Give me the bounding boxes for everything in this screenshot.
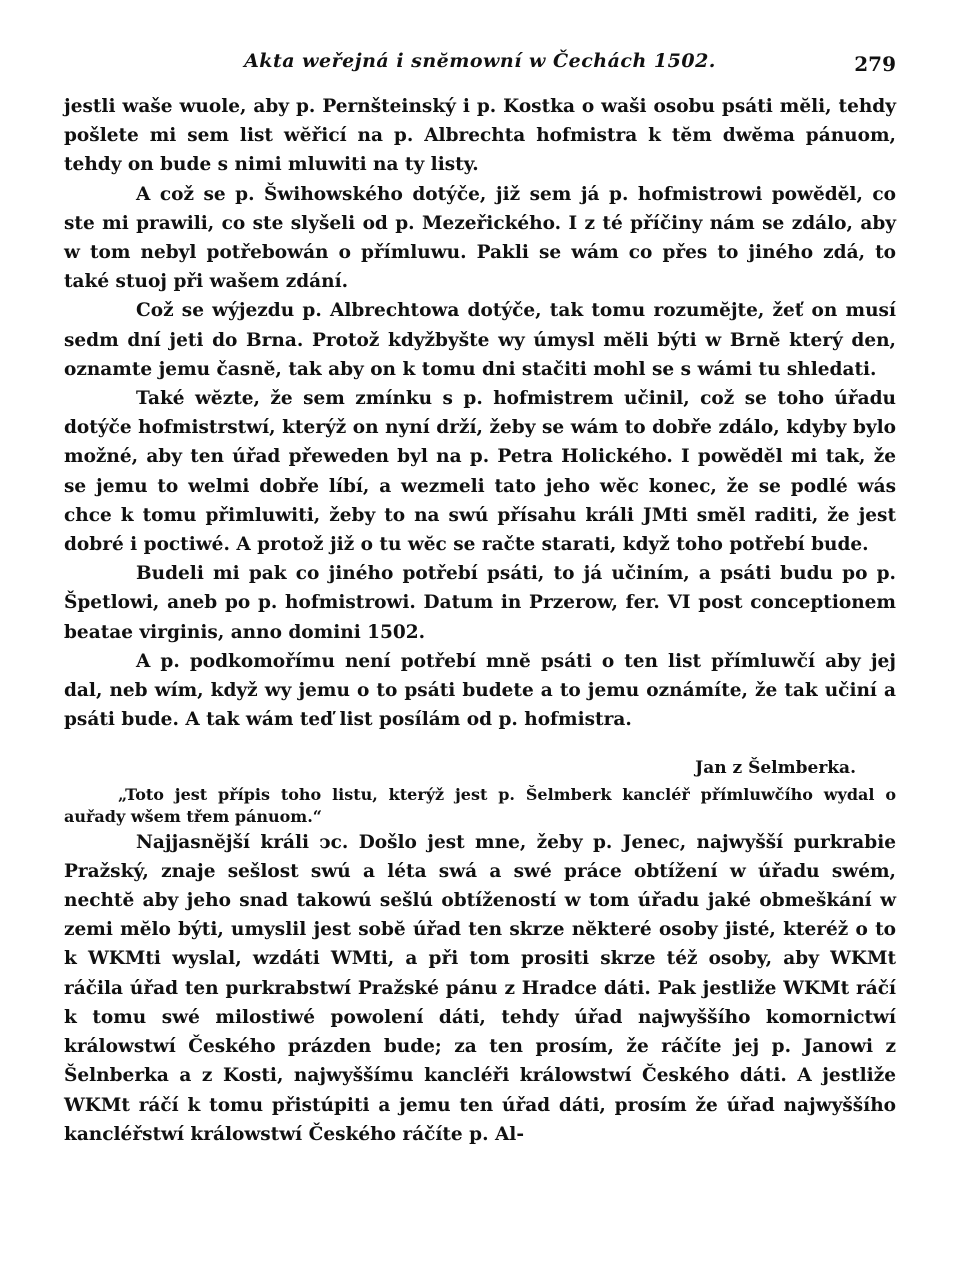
paragraph: A což se p. Šwihowského dotýče, již sem já p. hofmistrowi powĕdĕl, co ste mi prawili, co ste slyšeli od p. Mezeřického. I z té příčiny nám se zdálo, aby w tom nebyl potřebowán o přímluwu. Pakli se wám co přes to jiného zdá, to také stuoj při wašem zdání. — [64, 183, 896, 293]
editorial-note: „Toto jest přípis toho listu, kterýž jest p. Šelmberk kancléř přímluwčího wydal o auřady wšem třem pánuom.“ — [64, 784, 896, 826]
body-text — [64, 92, 896, 1149]
letter-paragraph: Najjasnĕjší králi ͻc. Došlo jest mne, žeby p. Jenec, najwyšší purkrabie Pražský, znaje sešlost swú a léta swá a swé práce obtížení w úřadu swém, nechtĕ aby jeho snad takowú sešlú obtížeností w tom úřadu jaké obmeškání w zemi mĕlo býti, umyslil jest sobĕ úřad ten skrze nĕkteré osoby jisté, kteréž o to k WKMti wyslal, wzdáti WMti, a při tom prositi skrze též osoby, aby WKMt ráčila úřad ten purkrabstwí Pražské pánu z Hradce dáti. Pak jestliže WKMt ráčí k tomu swé milostiwé powolení dáti, tehdy úřad najwyššího komornictwí králowstwí Českého prázden bude; za ten prosím, že ráčíte jej p. Janowi z Šelnberka a z Kosti, najwyššímu kancléři králowstwí Českého dáti. A jestliže WKMt ráčí k tomu přistúpiti a jemu ten úřad dáti, prosím že úřad najwyššího kancléřstwí králowstwí Českého ráčíte p. Al- — [64, 831, 896, 1145]
paragraph: Což se wýjezdu p. Albrechtowa dotýče, tak tomu rozumĕjte, žeť on musí sedm dní jeti do Brna. Protož kdyžbyšte wy úmysl mĕli býti w Brnĕ který den, oznamte jemu časnĕ, tak aby on k tomu dni stačiti mohl se s wámi tu shledati. — [64, 300, 896, 380]
paragraph: Také wĕzte, že sem zmínku s p. hofmistrem učinil, což se toho úřadu dotýče hofmistrstwí, kterýž on nyní drží, žeby se wám to dobře zdálo, kdyby bylo možné, aby ten úřad přeweden byl na p. Petra Holického. I powĕdĕl mi tak, že se jemu to welmi dobře líbí, a wezmeli tato jeho wĕc konec, že se podlé wás chce k tomu přimluwiti, žeby to na swú přísahu králi JMti smĕl raditi, že jest dobré i poctiwé. A protož již o tu wĕc se račte starati, když toho potřebí bude. — [64, 388, 896, 556]
running-title: Akta weřejná i snĕmowní w Čechách 1502. — [244, 50, 716, 72]
running-header — [64, 44, 896, 80]
paragraph: jestli waše wuole, aby p. Pernšteinský i p. Kostka o waši osobu psáti mĕli, tehdy pošlete mi sem list wĕřicí na p. Albrechta hofmistra k tĕm dwĕma pánuom, tehdy on bude s nimi mluwiti na ty listy. — [64, 96, 896, 176]
paragraph: A p. podkomořímu není potřebí mnĕ psáti o ten list přímluwčí aby jej dal, neb wím, když wy jemu o to psáti budete a to jemu oznámíte, že tak učiní a psáti bude. A tak wám teď list posílám od p. hofmistra. — [64, 650, 896, 731]
page-number: 279 — [854, 52, 896, 76]
document-page — [64, 44, 896, 1149]
paragraph: Budeli mi pak co jiného potřebí psáti, to já učiním, a psáti budu po p. Špetlowi, aneb po p. hofmistrowi. Datum in Przerow, fer. VI post conceptionem beatae virginis, anno domini 1502. — [64, 563, 896, 643]
signature: Jan z Šelmberka. — [695, 758, 856, 779]
